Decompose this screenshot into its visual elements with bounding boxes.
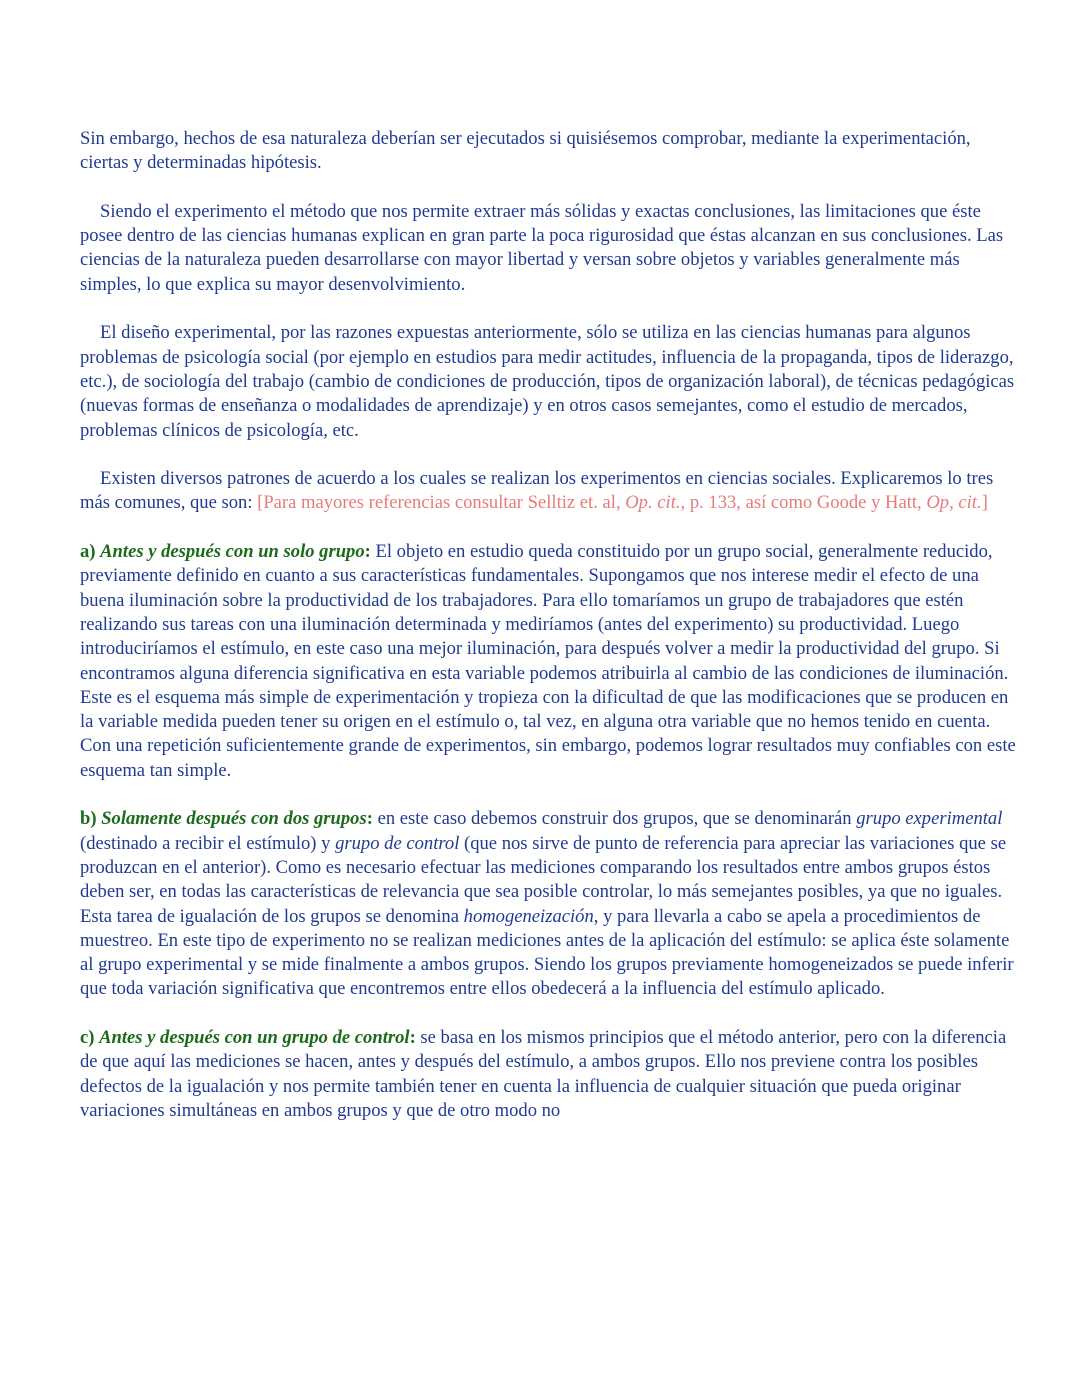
pattern-b-title: Solamente después con dos grupos: [101, 808, 367, 830]
paragraph-experimental-design: El diseño experimental, por las razones expuestas anteriormente, sólo se utiliza en las ciencias humanas para algunos problemas de psicología social (por ejemplo en estudios para medir actitudes, influencia de la propaganda, tipos de liderazgo, etc.), de sociología del trabajo (cambio de condiciones de producción, tipos de organización laboral), de técnicas pedagógicas (nuevas formas de enseñanza o modalidades de aprendizaje) y en otros casos semejantes, como el estudio de mercados, problemas clínicos de psicología, etc.: [80, 322, 1015, 441]
paragraph-experiment-method: Siendo el experimento el método que nos permite extraer más sólidas y exactas conclusiones, las limitaciones que éste posee dentro de las ciencias humanas explican en gran parte la poca rigurosidad que éstas alcanzan en sus conclusiones. Las ciencias de la naturaleza pueden desarrollarse con mayor libertad y versan sobre objetos y variables generalmente más simples, lo que explica su mayor desenvolvimiento.: [80, 200, 1004, 295]
paragraph-patterns: [80, 467, 1020, 516]
pattern-b-body: en este caso debemos construir dos grupos, que se denominarán: [372, 808, 857, 830]
term-grupo-experimental: grupo experimental: [856, 808, 1003, 830]
reference-note: [257, 492, 988, 513]
pattern-a-title: Antes y después con un solo grupo: [100, 541, 365, 563]
pattern-c-letter: c): [80, 1026, 95, 1048]
pattern-b-body: (destinado a recibir el estímulo) y: [80, 832, 336, 854]
term-grupo-de-control: grupo de control: [335, 832, 460, 854]
paragraph-pattern-a: [80, 540, 1020, 783]
reference-part: , p. 133, así como Goode y Hatt,: [680, 492, 927, 514]
pattern-c-title: Antes y después con un grupo de control: [99, 1026, 410, 1048]
term-homogeneizacion: homogeneización: [463, 905, 594, 927]
pattern-b-colon: :: [366, 808, 373, 830]
paragraph-pattern-b: [80, 807, 1020, 1001]
pattern-b-letter: b): [80, 808, 97, 830]
pattern-c-colon: :: [409, 1026, 416, 1048]
reference-part: [Para mayores referencias consultar Selltiz et. al,: [257, 492, 626, 514]
pattern-a-colon: :: [364, 541, 371, 563]
pattern-c-body: se basa en los mismos principios que el método anterior, pero con la diferencia de que aquí las mediciones se hacen, antes y después del estímulo, a ambos grupos. Ello nos previene contra los posibles defectos de la igualación y nos permite también tener en cuenta la influencia de cualquier situación que pueda originar variaciones simultáneas en ambos grupos y que de otro modo no: [80, 1026, 1007, 1121]
paragraph-pattern-c: [80, 1026, 1020, 1123]
pattern-b-body: (que nos sirve de punto de referencia para apreciar las variaciones que se produzcan en el anterior). Como es necesario efectuar las mediciones comparando los resultados entre ambos grupos éstos deben ser, en todas las características de relevancia que sea posible controlar, lo más semejantes posibles, ya que no iguales. Esta tarea de igualación de los grupos se denomina: [80, 832, 1007, 927]
paragraph-intro: Sin embargo, hechos de esa naturaleza deberían ser ejecutados si quisiésemos comprobar, mediante la experimentación, ciertas y determinadas hipótesis.: [80, 128, 971, 174]
reference-opcit: Op, cit.: [926, 492, 982, 514]
pattern-a-body: El objeto en estudio queda constituido por un grupo social, generalmente reducido, previamente definido en cuanto a sus características fundamentales. Supongamos que nos interese medir el efecto de una buena iluminación sobre la productividad de los trabajadores. Para ello tomaríamos un grupo de trabajadores que estén realizando sus tareas con una iluminación determinada y mediríamos (antes del experimento) su productividad. Luego introduciríamos el estímulo, en este caso una mejor iluminación, para después volver a medir la productividad del grupo. Si encontramos alguna diferencia significativa en esta variable podemos atribuirla al cambio de las condiciones de iluminación. Este es el esquema más simple de experimentación y tropieza con la dificultad de que las modificaciones que se producen en la variable medida pueden tener su origen en el estímulo o, tal vez, en alguna otra variable que no hemos tenido en cuenta. Con una repetición suficientemente grande de experimentos, sin embargo, podemos lograr resultados muy confiables con este esquema tan simple.: [80, 541, 1016, 781]
pattern-a-letter: a): [80, 541, 96, 563]
document-page: [80, 127, 1020, 1147]
pattern-b-body: , y para llevarla a cabo se apela a procedimientos de muestreo. En este tipo de experimento no se realizan mediciones antes de la aplicación del estímulo: se aplica éste solamente al grupo experimental y se mide finalmente a ambos grupos. Siendo los grupos previamente homogeneizados se puede inferir que toda variación significativa que encontremos entre ellos obedecerá a la influencia del estímulo aplicado.: [80, 905, 1014, 1000]
patterns-text: Existen diversos patrones de acuerdo a los cuales se realizan los experimentos en ciencias sociales. Explicaremos lo tres más comunes, que son:: [80, 468, 994, 514]
reference-opcit: Op. cit.: [625, 492, 681, 514]
reference-part: ]: [981, 492, 988, 514]
